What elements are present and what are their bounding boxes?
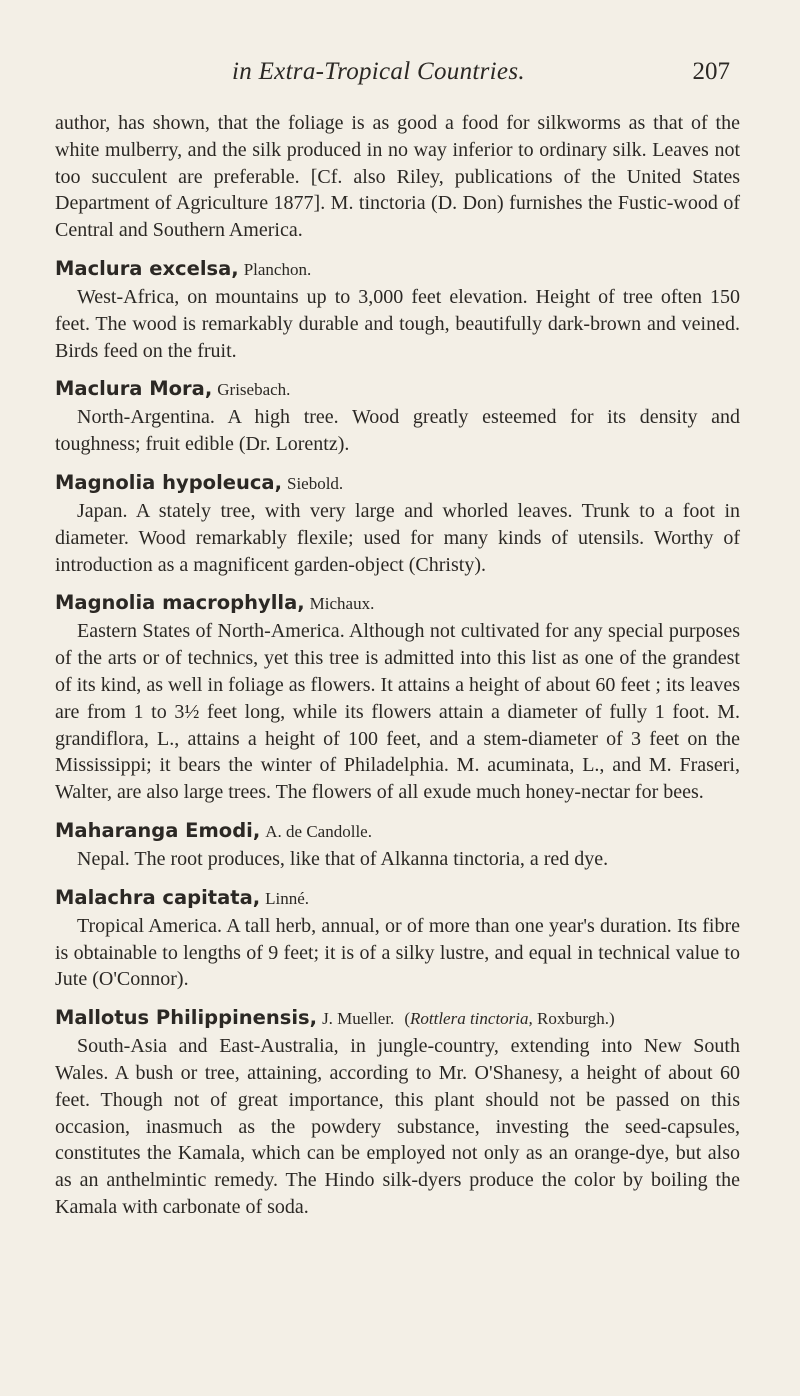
species-authority: Siebold. xyxy=(286,473,344,493)
species-authority: A. de Candolle. xyxy=(265,821,372,841)
species-name: Mallotus Philippinensis, xyxy=(55,1006,318,1030)
page-number: 207 xyxy=(692,58,730,85)
entry-malachra-capitata xyxy=(55,884,740,993)
entry-heading xyxy=(55,255,740,284)
entry-heading xyxy=(55,375,740,404)
species-name: Maclura excelsa, xyxy=(55,256,239,280)
species-authority: J. Mueller. xyxy=(322,1009,395,1029)
entry-maclura-mora xyxy=(55,375,740,458)
species-authority: Linné. xyxy=(265,888,310,908)
synonym-open-paren: ( xyxy=(404,1009,410,1029)
entry-description: Tropical America. A tall herb, annual, or of more than one year's duration. Its fibre is obtainable to lengths of 9 feet; it is of a silky lustre, and equal in technical value to Jute (O'Connor). xyxy=(55,914,740,991)
running-title: in Extra-Tropical Countries. xyxy=(232,58,525,85)
species-authority: Planchon. xyxy=(243,259,312,279)
entry-description: Eastern States of North-America. Although not cultivated for any special purposes of the arts or of technics, yet this tree is admitted into this list as one of the grandest of its kind, as well in foliage as flowers. It attains a height of about 60 feet ; its leaves are from 1 to 3½ feet long, while its flowers attain a diameter of fully 1 foot. M. grandiflora, L., attains a height of 100 feet, and a stem-diameter of 3 feet on the Mississippi; it bears the winter of Philadelphia. M. acuminata, L., and M. Fraseri, Walter, are also large trees. The flowers of all exude much honey-nectar for bees. xyxy=(55,620,740,804)
species-name: Magnolia hypoleuca, xyxy=(55,470,282,494)
entry-maharanga-emodi xyxy=(55,817,740,873)
body-text xyxy=(55,110,740,1221)
species-name: Magnolia macrophylla, xyxy=(55,591,305,615)
entry-heading xyxy=(55,1004,740,1033)
entry-description: South-Asia and East-Australia, in jungle-country, extending into New South Wales. A bush or tree, attaining, according to Mr. O'Shanesy, a height of about 60 feet. Though not of great importance, this plant should not be passed on this occasion, inasmuch as the powdery substance, investing the seed-capsules, constitutes the Kamala, which can be employed not only as an orange-dye, but also as an anthelmintic remedy. The Hindo silk-dyers produce the color by boiling the Kamala with carbonate of soda. xyxy=(55,1035,740,1218)
entry-heading xyxy=(55,589,740,618)
species-name: Maharanga Emodi, xyxy=(55,818,261,842)
intro-paragraph: author, has shown, that the foliage is as good a food for silkworms as that of the white mulberry, and the silk produced in no way inferior to ordinary silk. Leaves not too succulent are preferable. [Cf. also Riley, publications of the United States Department of Agriculture 1877]. M. tinctoria (D. Don) furnishes the Fustic-wood of Central and Southern America. xyxy=(55,112,740,242)
synonym-name: Rottlera tinctoria, xyxy=(409,1009,533,1029)
species-name: Maclura Mora, xyxy=(55,377,213,401)
entry-description: Japan. A stately tree, with very large and whorled leaves. Trunk to a foot in diameter. Wood remarkably flexile; used for many kinds of utensils. Worthy of introduction as a magnificent garden-object (Christy). xyxy=(55,499,740,576)
species-authority: Michaux. xyxy=(309,594,375,614)
entry-magnolia-macrophylla xyxy=(55,589,740,806)
entry-heading xyxy=(55,884,740,913)
species-synonym xyxy=(404,1009,614,1028)
entry-description: North-Argentina. A high tree. Wood greatly esteemed for its density and toughness; fruit edible (Dr. Lorentz). xyxy=(55,406,740,456)
entry-heading xyxy=(55,817,740,846)
entry-description: Nepal. The root produces, like that of Alkanna tinctoria, a red dye. xyxy=(77,847,609,870)
entry-description: West-Africa, on mountains up to 3,000 feet elevation. Height of tree often 150 feet. The wood is remarkably durable and tough, beautifully dark-brown and veined. Birds feed on the fruit. xyxy=(55,285,740,362)
synonym-authority: Roxburgh.) xyxy=(537,1009,615,1029)
entry-magnolia-hypoleuca xyxy=(55,469,740,578)
entry-heading xyxy=(55,469,740,498)
species-authority: Grisebach. xyxy=(217,380,291,400)
species-name: Malachra capitata, xyxy=(55,885,261,909)
entry-maclura-excelsa xyxy=(55,255,740,364)
running-head xyxy=(0,58,800,92)
entry-mallotus-philippinensis xyxy=(55,1004,740,1221)
